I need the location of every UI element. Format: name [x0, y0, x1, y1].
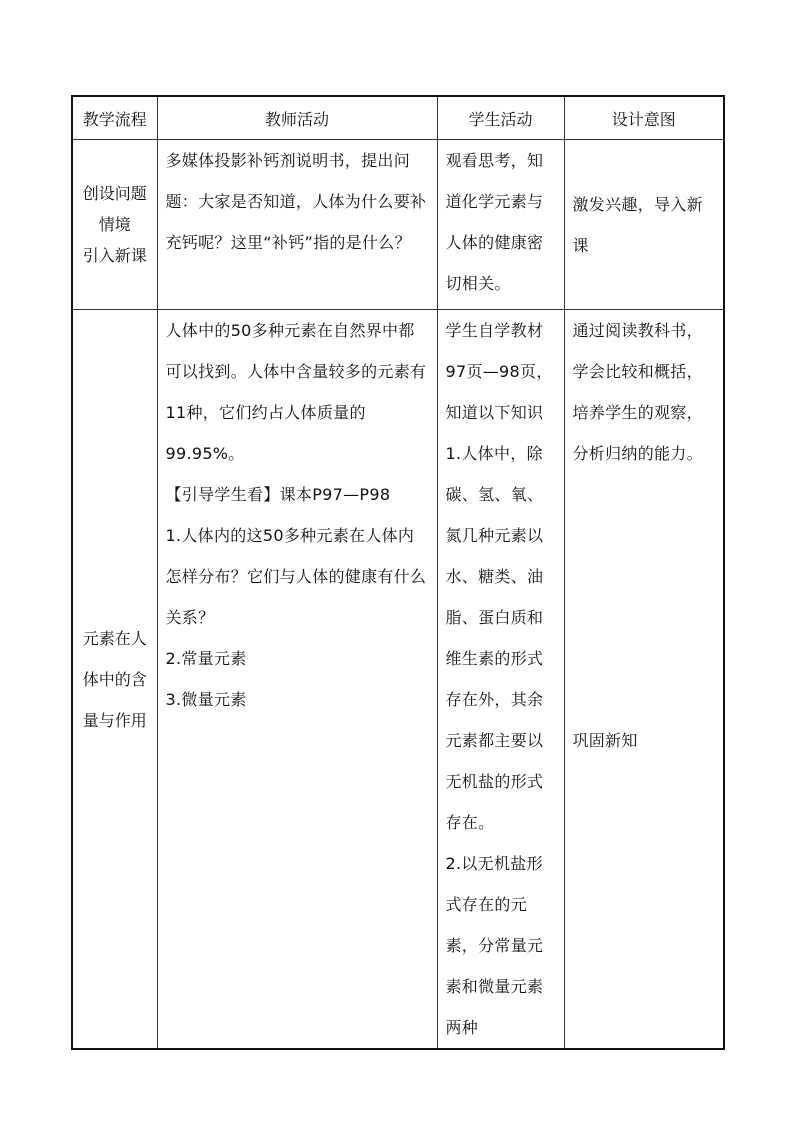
header-design-intent: 设计意图: [564, 96, 724, 140]
student-text: 学生自学教材97页—98页，知道以下知识: [445, 321, 553, 422]
student-activity-cell: [437, 310, 564, 1050]
purpose-text: 通过阅读教科书，学会比较和概括，培养学生的观察，分析归纳的能力。: [572, 321, 703, 463]
teacher-text: 1.人体内的这50多种元素在人体内怎样分布？它们与人体的健康有什么关系？: [165, 526, 427, 627]
teacher-text: 【引导学生看】课本P97—P98: [165, 485, 391, 504]
phase-line: 量与作用: [82, 710, 147, 730]
phase-cell: [72, 310, 157, 1050]
student-text: 2.以无机盐形式存在的元素，分常量元素和微量元素两种: [445, 854, 544, 1037]
teacher-text: 多媒体投影补钙剂说明书，提出问题：大家是否知道，人体为什么要补充钙呢？这里“补钙”指的是什么？: [165, 151, 427, 252]
teacher-activity-cell: [157, 140, 437, 310]
student-activity-cell: [437, 140, 564, 310]
design-intent-cell: [564, 310, 724, 1050]
student-text: 1.人体中，除碳、氢、氧、氮几种元素以水、糖类、油脂、蛋白质和维生素的形式存在外，其余元素都主要以无机盐的形式存在。: [445, 444, 544, 832]
header-process: 教学流程: [72, 96, 157, 140]
student-text: 观看思考，知道化学元素与人体的健康密切相关。: [445, 151, 544, 293]
lesson-plan-table: [71, 95, 725, 1050]
phase-line: 情境: [98, 215, 131, 234]
phase-cell: [72, 140, 157, 310]
design-intent-cell: [564, 140, 724, 310]
table-header-row: [72, 96, 724, 140]
table-row: [72, 140, 724, 310]
phase-line: 创设问题: [82, 184, 147, 203]
purpose-text: 巩固新知: [572, 731, 638, 750]
header-student-activity: 学生活动: [437, 96, 564, 140]
teacher-text: 3.微量元素: [165, 690, 247, 709]
table-row: [72, 310, 724, 1050]
purpose-text: 激发兴趣，导入新课: [572, 194, 703, 255]
header-teacher-activity: 教师活动: [157, 96, 437, 140]
phase-line: 引入新课: [82, 246, 147, 265]
teacher-text: 人体中的50多种元素在自然界中都可以找到。人体中含量较多的元素有11种，它们约占人体质量的99.95%。: [165, 321, 427, 463]
teacher-text: 2.常量元素: [165, 649, 247, 668]
phase-line: 体中的含: [82, 669, 147, 689]
phase-line: 元素在人: [82, 628, 147, 648]
teacher-activity-cell: [157, 310, 437, 1050]
